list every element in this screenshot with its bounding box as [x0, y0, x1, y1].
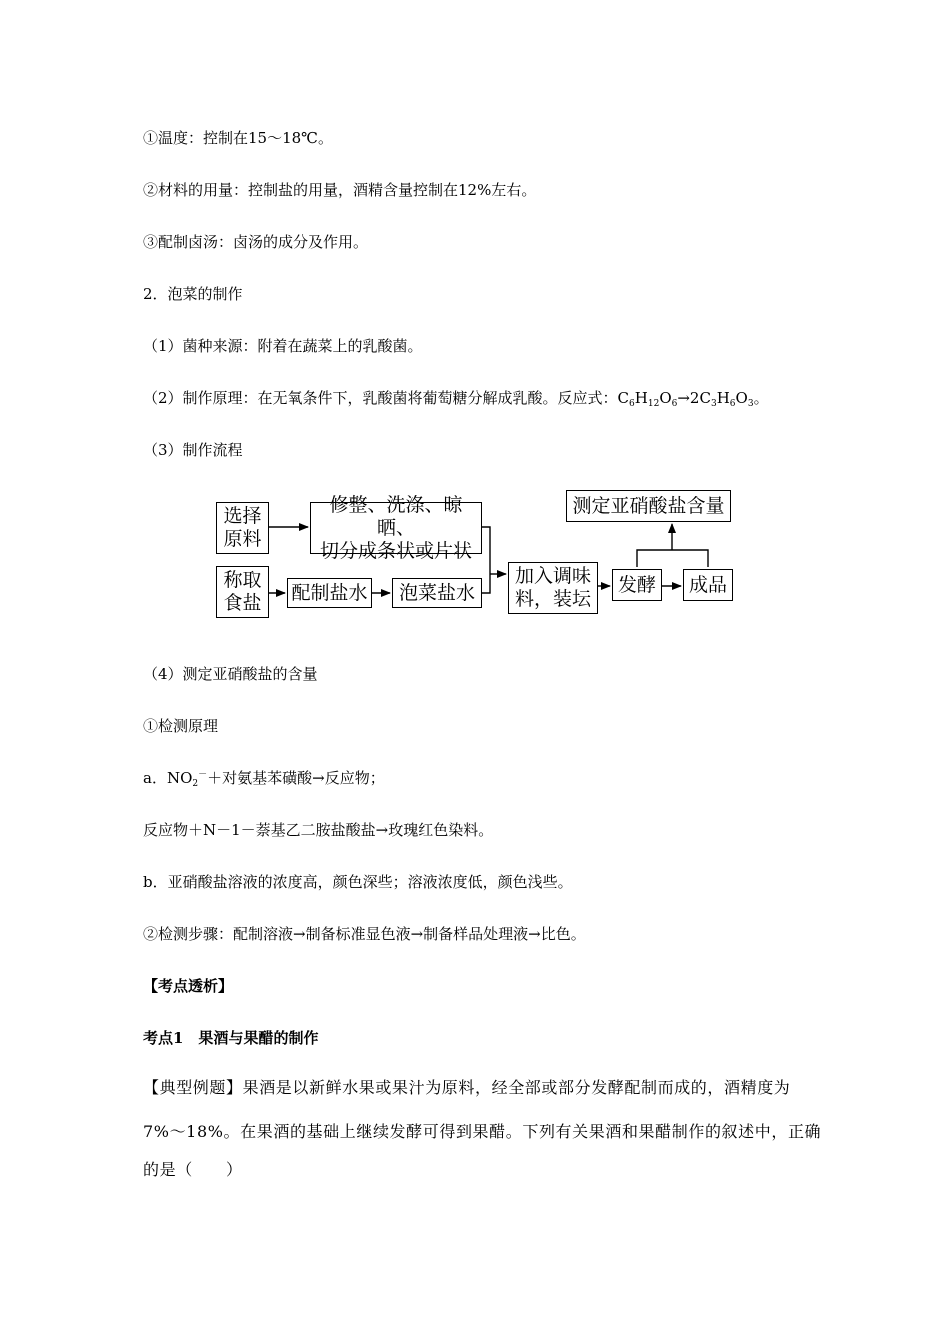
flow-box-prepare-brine: 配制盐水 — [287, 578, 372, 608]
text-line-measure-heading: （4）测定亚硝酸盐的含量 — [143, 665, 318, 683]
formula-sub: 2 — [192, 779, 199, 789]
flow-box-pickle-brine: 泡菜盐水 — [392, 578, 482, 608]
text-line-detection-steps: ②检测步骤：配制溶液→制备标准显色液→制备样品处理液→比色。 — [143, 925, 586, 943]
formula-o: O — [735, 389, 748, 407]
box-text: 食盐 — [223, 592, 262, 614]
text-line-strain-source: （1）菌种来源：附着在蔬菜上的乳酸菌。 — [143, 337, 423, 355]
text-line-example-3: 的是（ ） — [143, 1160, 243, 1179]
flow-box-measure-nitrite: 测定亚硝酸盐含量 — [566, 490, 731, 522]
merge-bracket — [482, 527, 490, 593]
flow-box-weigh-salt — [216, 566, 269, 618]
formula-arrow: →2C — [677, 389, 711, 407]
formula-sub: 3 — [710, 399, 717, 409]
formula-o: O — [659, 389, 672, 407]
box-text: 修整、洗涤、晾晒、 — [329, 493, 463, 539]
box-text: 选择 — [223, 505, 262, 527]
flow-box-add-seasoning — [508, 562, 598, 614]
section-heading-analysis: 【考点透析】 — [143, 977, 234, 995]
formula-h: H — [634, 389, 648, 407]
flow-box-select-materials — [216, 502, 269, 554]
measure-branch — [637, 550, 708, 567]
text-line-reaction-a — [143, 768, 385, 788]
text-line-detection-principle: ①检测原理 — [143, 717, 219, 735]
flow-box-trim-wash — [310, 493, 482, 562]
formula-sub: 6 — [671, 399, 678, 409]
formula-sub: 6 — [629, 399, 635, 409]
box-text: 料，装坛 — [514, 588, 591, 610]
box-text: 切分成条状或片状 — [319, 539, 472, 562]
formula-sub: 12 — [647, 399, 660, 409]
reaction-a-rest: ＋对氨基苯磺酸→反应物； — [207, 769, 385, 787]
flow-box-ferment: 发酵 — [612, 569, 662, 601]
formula-end: 。 — [753, 389, 769, 407]
text-line-material: ②材料的用量：控制盐的用量，酒精含量控制在12%左右。 — [143, 181, 537, 199]
text-line-example-2: 7%～18%。在果酒的基础上继续发酵可得到果醋。下列有关果酒和果醋制作的叙述中，正确 — [143, 1122, 822, 1141]
text-line-brine: ③配制卤汤：卤汤的成分及作用。 — [143, 233, 369, 251]
section-heading-pickle: 2．泡菜的制作 — [143, 285, 243, 303]
section-heading-topic1: 考点1 果酒与果醋的制作 — [143, 1029, 319, 1047]
text-line-process-heading: （3）制作流程 — [143, 441, 243, 459]
text-line-example-1: 【典型例题】果酒是以新鲜水果或果汁为原料，经全部或部分发酵配制而成的，酒精度为 — [143, 1078, 791, 1097]
text-line-reaction-b: 反应物＋N－1－萘基乙二胺盐酸盐→玫瑰红色染料。 — [143, 821, 494, 839]
formula-sub: 3 — [747, 399, 754, 409]
formula-sub: 6 — [729, 399, 736, 409]
principle-text: （2）制作原理：在无氧条件下，乳酸菌将葡萄糖分解成乳酸。反应式： — [143, 389, 618, 407]
box-text: 原料 — [223, 528, 262, 550]
box-text: 称取 — [223, 569, 262, 591]
text-line-temperature: ①温度：控制在15～18℃。 — [143, 129, 333, 147]
box-text: 加入调味 — [514, 565, 591, 587]
formula-sup: － — [198, 770, 208, 780]
formula-h: H — [716, 389, 730, 407]
reaction-a-prefix: a．NO — [143, 769, 193, 787]
flow-box-product: 成品 — [683, 569, 733, 601]
formula-c: C — [617, 389, 630, 407]
text-line-color-depth: b．亚硝酸盐溶液的浓度高，颜色深些；溶液浓度低，颜色浅些。 — [143, 873, 573, 891]
